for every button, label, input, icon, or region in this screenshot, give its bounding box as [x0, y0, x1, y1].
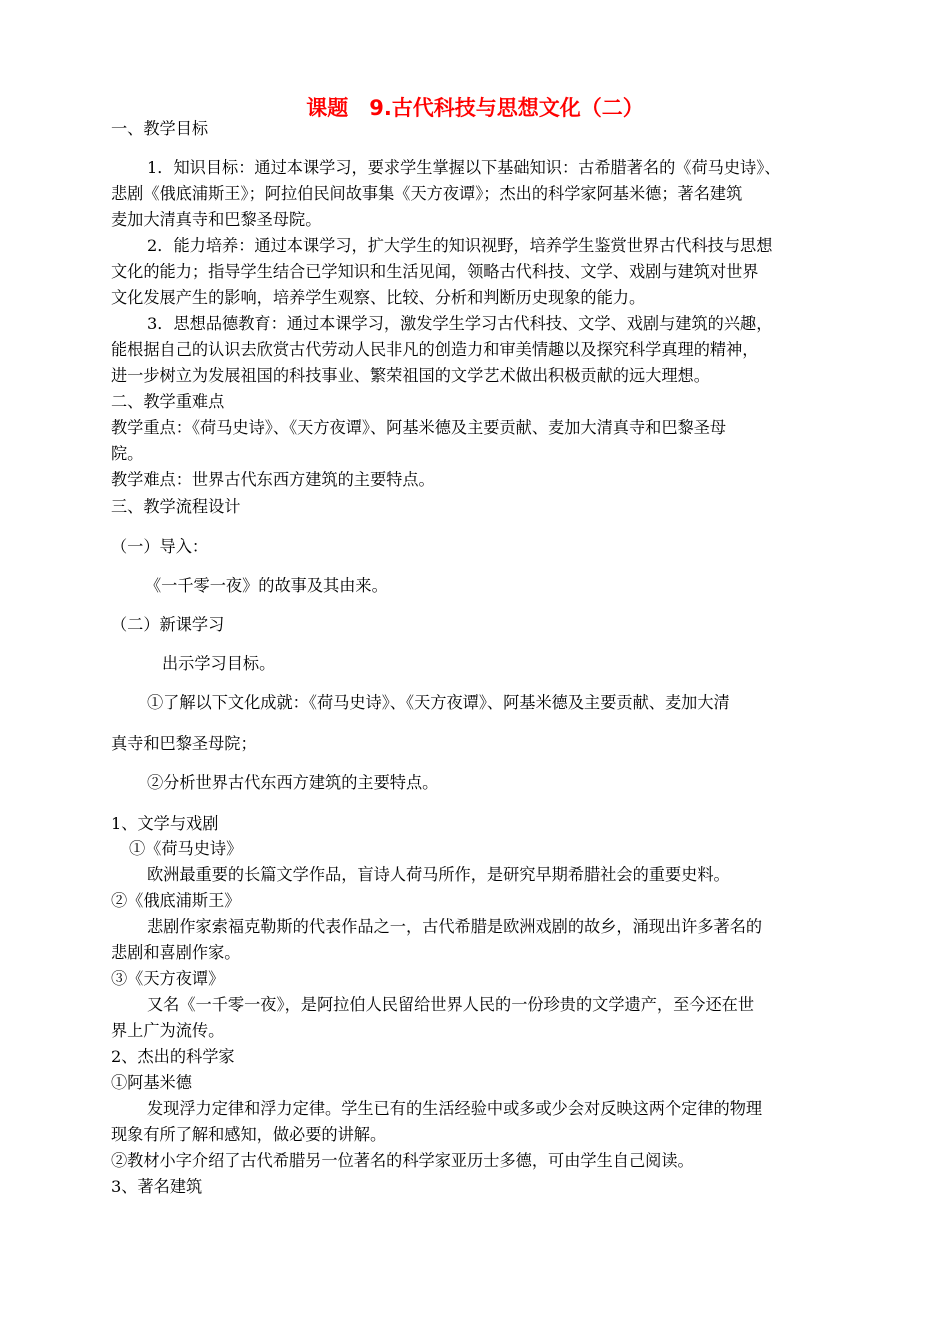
part1-heading: 1、文学与戏剧 — [111, 814, 219, 833]
part1-item2-line2: 悲剧和喜剧作家。 — [111, 943, 241, 962]
part1-item2-title: ②《俄底浦斯王》 — [111, 891, 241, 910]
section2-heading: 二、教学重难点 — [111, 392, 225, 411]
p2-line1: 2．能力培养：通过本课学习，扩大学生的知识视野，培养学生鉴赏世界古代科技与思想 — [147, 236, 773, 255]
part1-item2-line1: 悲剧作家索福克勒斯的代表作品之一，古代希腊是欧洲戏剧的故乡，涌现出许多著名的 — [147, 917, 763, 936]
part2-item1-line1: 发现浮力定律和浮力定律。学生已有的生活经验中或多或少会对反映这两个定律的物理 — [147, 1099, 763, 1118]
objective1-line1: ①了解以下文化成就：《荷马史诗》、《天方夜谭》、阿基米德及主要贡献、麦加大清 — [147, 693, 730, 712]
difficulty-line: 教学难点：世界古代东西方建筑的主要特点。 — [111, 470, 435, 489]
part1-item3-line1: 又名《一千零一夜》，是阿拉伯人民留给世界人民的一份珍贵的文学遗产，至今还在世 — [147, 995, 755, 1014]
part1-item1-text: 欧洲最重要的长篇文学作品，盲诗人荷马所作，是研究早期希腊社会的重要史料。 — [147, 865, 730, 884]
part2-item1-line2: 现象有所了解和感知，做必要的讲解。 — [111, 1125, 387, 1144]
p3-line2: 能根据自己的认识去欣赏古代劳动人民非凡的创造力和审美情趣以及探究科学真理的精神， — [111, 340, 759, 359]
p3-line3: 进一步树立为发展祖国的科技事业、繁荣祖国的文学艺术做出积极贡献的远大理想。 — [111, 366, 710, 385]
p3-line1: 3．思想品德教育：通过本课学习，激发学生学习古代科技、文学、戏剧与建筑的兴趣， — [147, 314, 773, 333]
p1-line2: 悲剧《俄底浦斯王》；阿拉伯民间故事集《天方夜谭》；杰出的科学家阿基米德；著名建筑 — [111, 184, 743, 203]
new-lesson-heading: （二）新课学习 — [111, 615, 225, 634]
part1-item1-title: ①《荷马史诗》 — [129, 839, 243, 858]
p2-line2: 文化的能力；指导学生结合已学知识和生活见闻，领略古代科技、文学、戏剧与建筑对世界 — [111, 262, 759, 281]
key-points-line2: 院。 — [111, 444, 144, 463]
intro-heading: （一）导入： — [111, 537, 209, 556]
objectives-label: 出示学习目标。 — [162, 654, 276, 673]
part2-item2: ②教材小字介绍了古代希腊另一位著名的科学家亚历士多德，可由学生自己阅读。 — [111, 1151, 694, 1170]
part2-item1-title: ①阿基米德 — [111, 1073, 192, 1092]
section1-heading: 一、教学目标 — [111, 119, 209, 138]
objective1-line2: 真寺和巴黎圣母院； — [111, 734, 257, 753]
key-points-line1: 教学重点：《荷马史诗》、《天方夜谭》、阿基米德及主要贡献、麦加大清真寺和巴黎圣母 — [111, 418, 727, 437]
part2-heading: 2、杰出的科学家 — [111, 1047, 235, 1066]
p2-line3: 文化发展产生的影响，培养学生观察、比较、分析和判断历史现象的能力。 — [111, 288, 646, 307]
part1-item3-title: ③《天方夜谭》 — [111, 969, 225, 988]
intro-text: 《一千零一夜》的故事及其由来。 — [145, 576, 388, 595]
p1-line3: 麦加大清真寺和巴黎圣母院。 — [111, 210, 322, 229]
part3-heading: 3、著名建筑 — [111, 1177, 203, 1196]
page-title: 课题 9.古代科技与思想文化（二） — [306, 96, 644, 120]
section3-heading: 三、教学流程设计 — [111, 497, 241, 516]
part1-item3-line2: 界上广为流传。 — [111, 1021, 225, 1040]
objective2: ②分析世界古代东西方建筑的主要特点。 — [147, 773, 439, 792]
p1-line1: 1．知识目标：通过本课学习，要求学生掌握以下基础知识：古希腊著名的《荷马史诗》、 — [147, 158, 781, 177]
